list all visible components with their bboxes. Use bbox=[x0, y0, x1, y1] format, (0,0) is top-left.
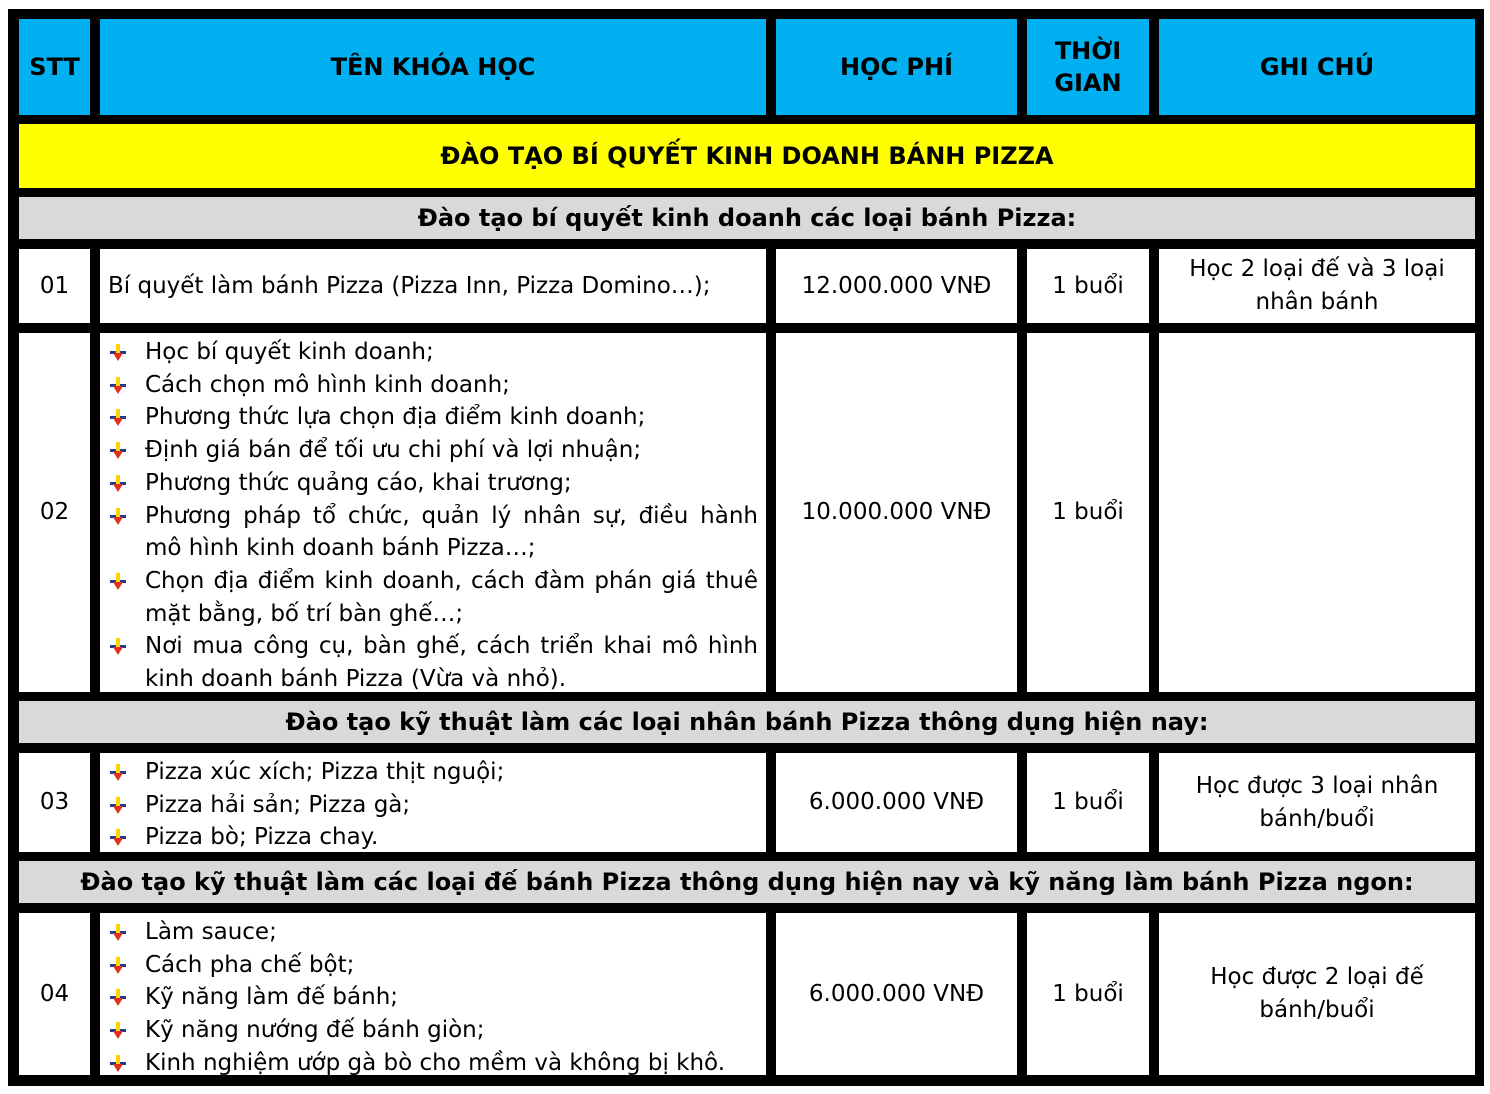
arrow-bullet-icon bbox=[110, 924, 128, 942]
arrow-bullet-icon bbox=[110, 1022, 128, 1040]
list-item: Pizza bò; Pizza chay. bbox=[108, 821, 758, 854]
row-fee: 10.000.000 VNĐ bbox=[775, 332, 1018, 693]
arrow-bullet-icon bbox=[110, 344, 128, 362]
row-time: 1 buổi bbox=[1026, 332, 1150, 693]
arrow-bullet-icon bbox=[110, 573, 128, 591]
row-note bbox=[1158, 248, 1476, 324]
header-note: GHI CHÚ bbox=[1158, 18, 1476, 116]
row-time: 1 buổi bbox=[1026, 248, 1150, 324]
row-course bbox=[99, 752, 767, 853]
row-note-text: Học 2 loại đế và 3 loại nhân bánh bbox=[1189, 256, 1445, 315]
section-title: Đào tạo bí quyết kinh doanh các loại bánh Pizza: bbox=[18, 196, 1476, 240]
arrow-bullet-icon bbox=[110, 377, 128, 395]
list-item: Cách pha chế bột; bbox=[108, 949, 758, 982]
header-stt: STT bbox=[18, 18, 91, 116]
row-course bbox=[99, 912, 767, 1076]
bullet-list bbox=[108, 916, 758, 1080]
row-note-text: Học được 3 loại nhân bánh/buổi bbox=[1195, 772, 1439, 832]
row-fee: 6.000.000 VNĐ bbox=[775, 752, 1018, 853]
list-item: Pizza xúc xích; Pizza thịt nguội; bbox=[108, 756, 758, 789]
row-fee: 12.000.000 VNĐ bbox=[775, 248, 1018, 324]
row-stt: 02 bbox=[18, 332, 91, 693]
header-fee: HỌC PHÍ bbox=[775, 18, 1018, 116]
section-title: Đào tạo kỹ thuật làm các loại đế bánh Pizza thông dụng hiện nay và kỹ năng làm bánh Pizza ngon: bbox=[18, 860, 1476, 904]
arrow-bullet-icon bbox=[110, 957, 128, 975]
row-note bbox=[1158, 912, 1476, 1076]
bullet-list bbox=[108, 756, 758, 854]
list-item: Kỹ năng nướng đế bánh giòn; bbox=[108, 1014, 758, 1047]
main-title: ĐÀO TẠO BÍ QUYẾT KINH DOANH BÁNH PIZZA bbox=[18, 123, 1476, 189]
row-note bbox=[1158, 332, 1476, 693]
list-item: Định giá bán để tối ưu chi phí và lợi nhuận; bbox=[108, 434, 758, 467]
arrow-bullet-icon bbox=[110, 989, 128, 1007]
list-item: Phương thức quảng cáo, khai trương; bbox=[108, 467, 758, 500]
header-time bbox=[1026, 18, 1150, 116]
section-title: Đào tạo kỹ thuật làm các loại nhân bánh Pizza thông dụng hiện nay: bbox=[18, 700, 1476, 744]
row-note bbox=[1158, 752, 1476, 853]
header-time-label: THỜI GIAN bbox=[1054, 37, 1122, 97]
arrow-bullet-icon bbox=[110, 764, 128, 782]
arrow-bullet-icon bbox=[110, 638, 128, 656]
list-item: Làm sauce; bbox=[108, 916, 758, 949]
list-item: Phương pháp tổ chức, quản lý nhân sự, điều hành mô hình kinh doanh bánh Pizza…; bbox=[108, 500, 758, 565]
row-course: Bí quyết làm bánh Pizza (Pizza Inn, Pizza Domino…); bbox=[99, 248, 767, 324]
list-item: Kinh nghiệm ướp gà bò cho mềm và không bị khô. bbox=[108, 1047, 758, 1080]
list-item: Nơi mua công cụ, bàn ghế, cách triển khai mô hình kinh doanh bánh Pizza (Vừa và nhỏ). bbox=[108, 630, 758, 695]
row-stt: 03 bbox=[18, 752, 91, 853]
list-item: Cách chọn mô hình kinh doanh; bbox=[108, 369, 758, 402]
row-note-text: Học được 2 loại đế bánh/buổi bbox=[1210, 964, 1424, 1023]
arrow-bullet-icon bbox=[110, 475, 128, 493]
row-fee: 6.000.000 VNĐ bbox=[775, 912, 1018, 1076]
row-time: 1 buổi bbox=[1026, 912, 1150, 1076]
arrow-bullet-icon bbox=[110, 797, 128, 815]
list-item: Phương thức lựa chọn địa điểm kinh doanh; bbox=[108, 401, 758, 434]
bullet-list bbox=[108, 336, 758, 696]
arrow-bullet-icon bbox=[110, 442, 128, 460]
row-time: 1 buổi bbox=[1026, 752, 1150, 853]
list-item: Kỹ năng làm đế bánh; bbox=[108, 981, 758, 1014]
arrow-bullet-icon bbox=[110, 1055, 128, 1073]
row-stt: 01 bbox=[18, 248, 91, 324]
arrow-bullet-icon bbox=[110, 409, 128, 427]
list-item: Học bí quyết kinh doanh; bbox=[108, 336, 758, 369]
list-item: Chọn địa điểm kinh doanh, cách đàm phán giá thuê mặt bằng, bố trí bàn ghế…; bbox=[108, 565, 758, 630]
header-course-name: TÊN KHÓA HỌC bbox=[99, 18, 767, 116]
arrow-bullet-icon bbox=[110, 508, 128, 526]
arrow-bullet-icon bbox=[110, 829, 128, 847]
row-stt: 04 bbox=[18, 912, 91, 1076]
list-item: Pizza hải sản; Pizza gà; bbox=[108, 789, 758, 822]
row-course bbox=[99, 332, 767, 693]
